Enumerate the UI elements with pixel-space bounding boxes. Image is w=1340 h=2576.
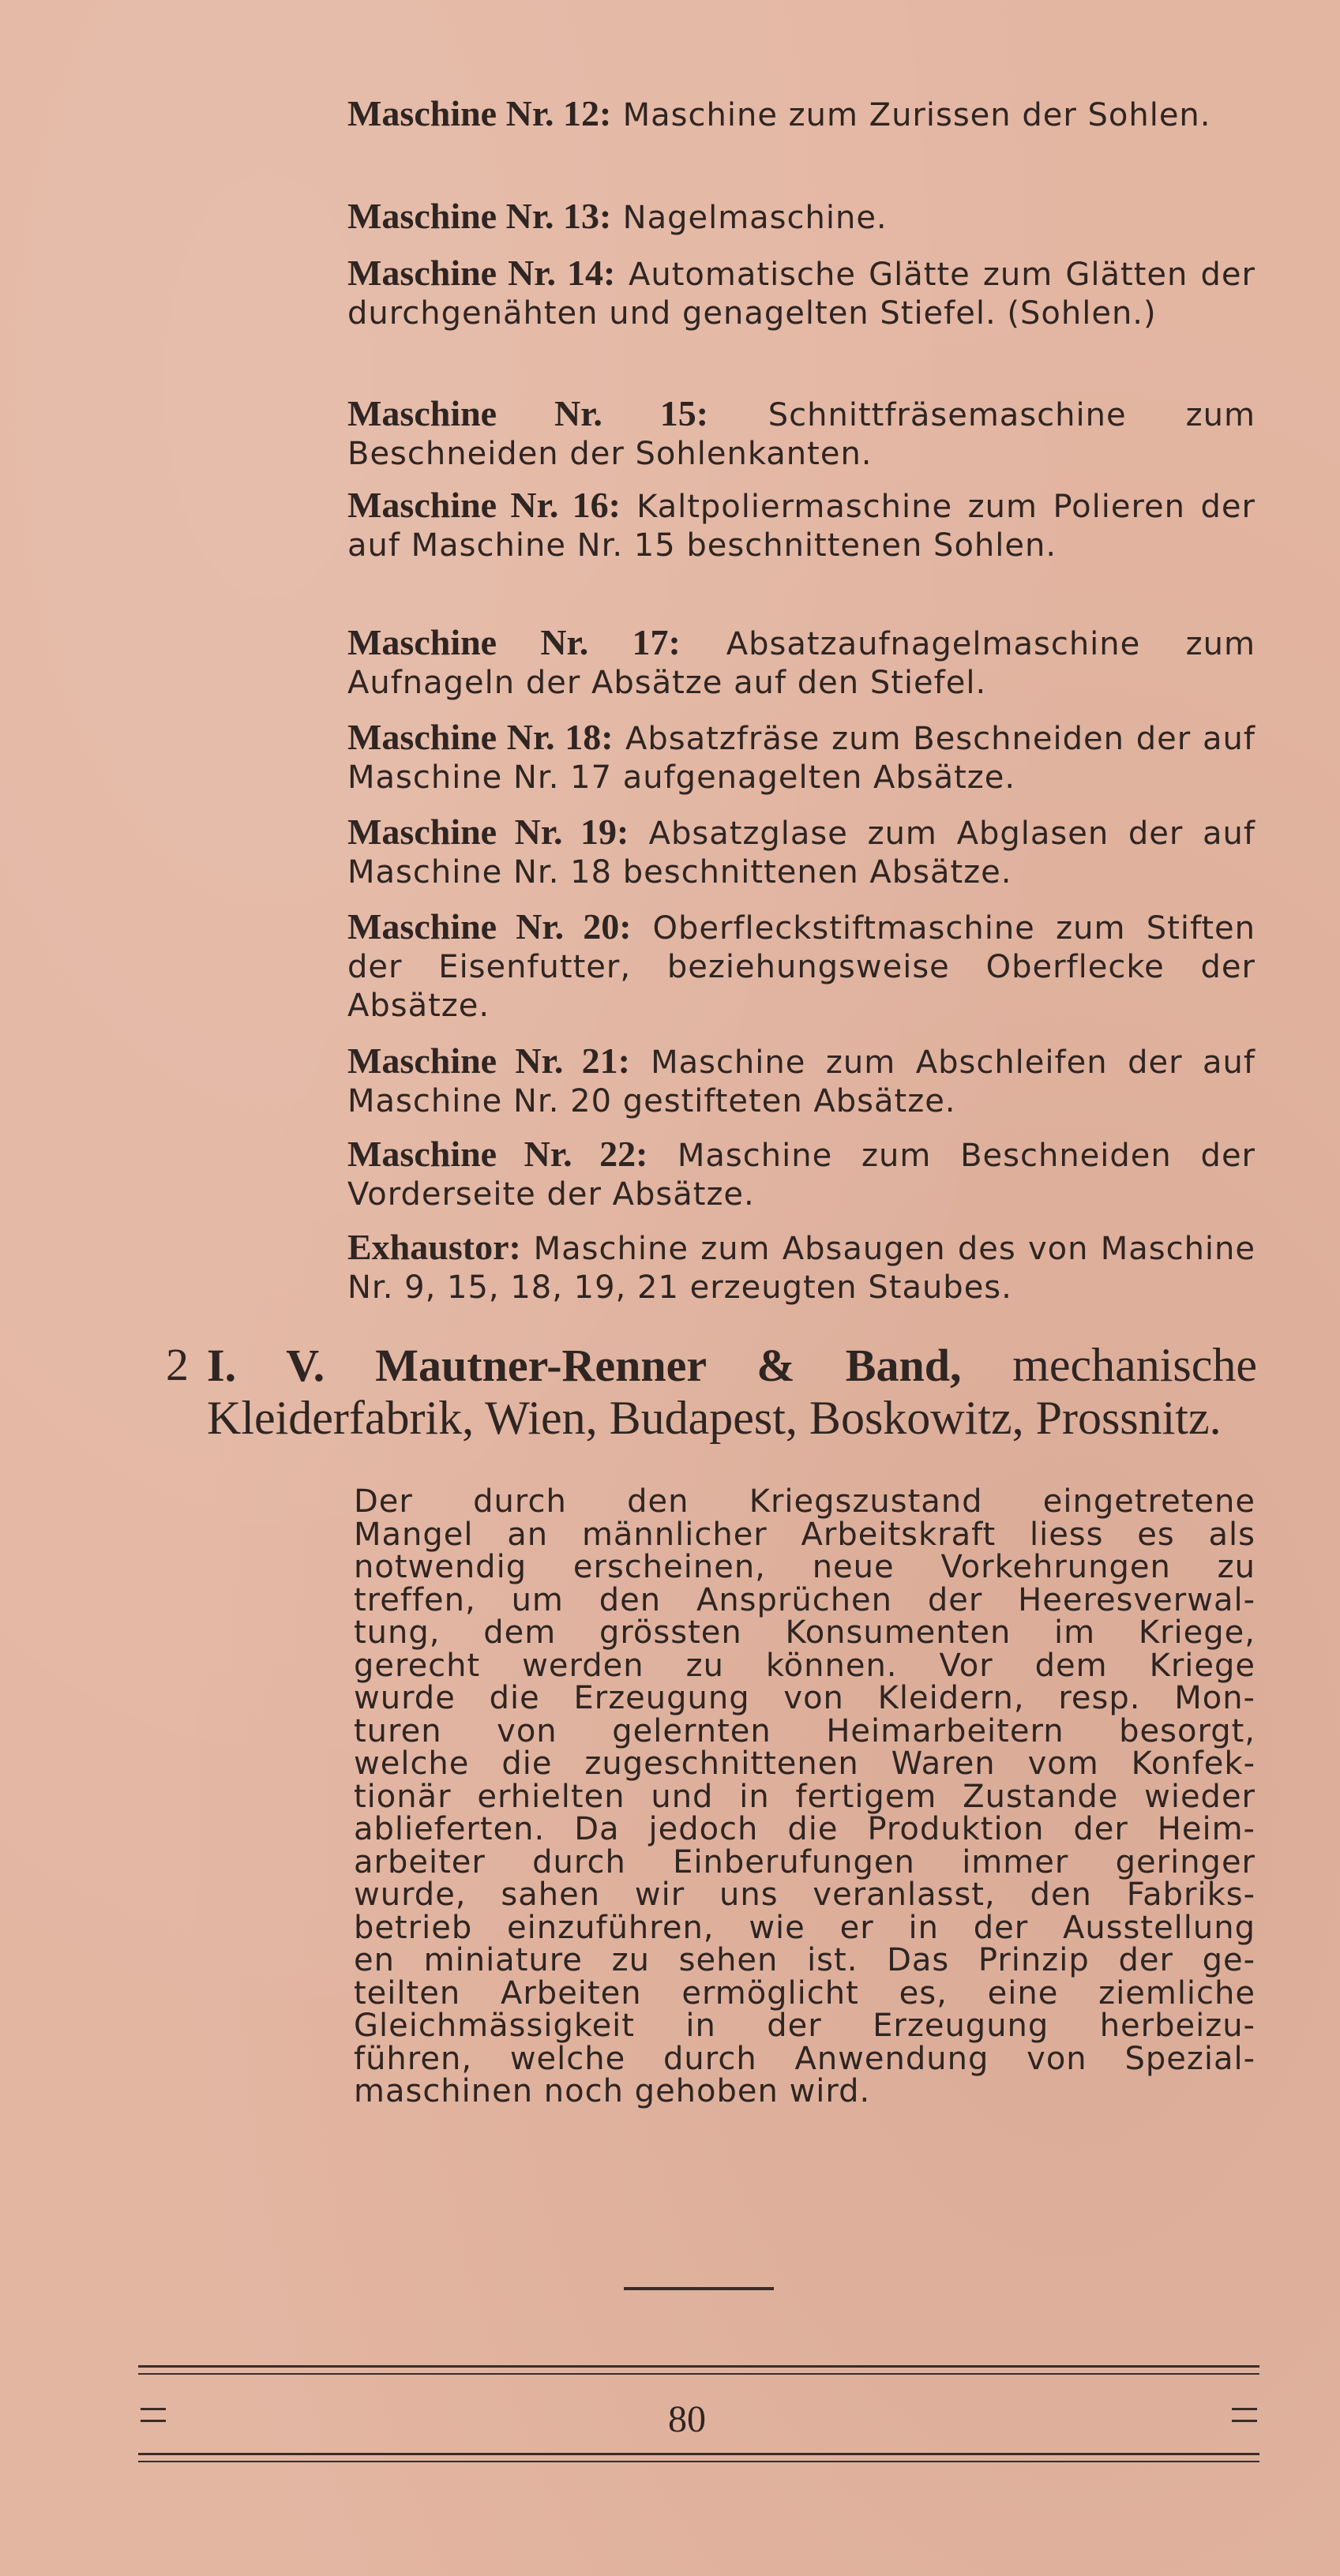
machine-entry-13 xyxy=(347,197,1256,237)
paragraph-line: führen, welche durch Anwendung von Spezial- xyxy=(354,2040,1256,2077)
machine-entry-20 xyxy=(347,908,1256,1025)
machine-label: Maschine Nr. 18: xyxy=(347,717,614,757)
machine-description: Automatische Glätte zum Glätten der durchgenähten und genagelten Stiefel. (Sohlen.) xyxy=(347,257,1256,332)
paragraph-line: wurde die Erzeugung von Kleidern, resp. Mon- xyxy=(354,1680,1256,1716)
machine-description: Oberfleckstiftmaschine zum Stiften der Eisenfutter, beziehungsweise Oberflecke der Absätze. xyxy=(347,910,1256,1024)
machine-entry-16 xyxy=(347,486,1256,564)
paragraph-line: wurde, sahen wir uns veranlasst, den Fabriks- xyxy=(354,1877,1256,1913)
paragraph-line: ablieferten. Da jedoch die Produktion der Heim- xyxy=(354,1811,1256,1847)
machine-label: Maschine Nr. 19: xyxy=(347,812,629,852)
machine-entry-18 xyxy=(347,718,1256,797)
company-paragraph xyxy=(354,1483,1256,2109)
machine-entry-14 xyxy=(347,254,1256,332)
footer-rule-bottom-thin xyxy=(138,2461,1259,2462)
footer-rule-top-thin xyxy=(138,2373,1259,2375)
machine-description: Maschine zum Beschneiden der Vorderseite der Absätze. xyxy=(347,1138,1256,1213)
company-description: mechanische Kleiderfabrik, Wien, Budapest, Boskowitz, Prossnitz. xyxy=(207,1339,1258,1444)
footer-ornament-right xyxy=(1232,2408,1257,2422)
paragraph-line: gerecht werden zu können. Vor dem Kriege xyxy=(354,1647,1256,1684)
paragraph-line: teilten Arbeiten ermöglicht es, eine ziemliche xyxy=(354,1974,1256,2012)
machine-label: Exhaustor: xyxy=(347,1227,521,1267)
machine-label: Maschine Nr. 14: xyxy=(347,253,616,293)
machine-description: Absatzglase zum Abglasen der auf Maschine Nr. 18 beschnittenen Absätze. xyxy=(347,816,1256,891)
machine-entry-17 xyxy=(347,624,1256,702)
machine-label: Maschine Nr. 17: xyxy=(347,622,681,662)
paragraph-line: arbeiter durch Einberufungen immer geringer xyxy=(354,1843,1256,1880)
machine-description: Schnittfräsemaschine zum Beschneiden der Sohlenkanten. xyxy=(347,397,1256,472)
paragraph-line: Gleichmässigkeit in der Erzeugung herbeizu- xyxy=(354,2008,1256,2044)
paragraph-line: tung, dem grössten Konsumenten im Kriege, xyxy=(354,1614,1256,1651)
page-number: 80 xyxy=(668,2398,706,2440)
machine-label: Maschine Nr. 12: xyxy=(347,93,612,133)
paragraph-line: en miniature zu sehen ist. Das Prinzip der ge- xyxy=(354,1942,1256,1978)
company-heading xyxy=(166,1339,1258,1444)
paragraph-line: turen von gelernten Heimarbeitern besorgt, xyxy=(354,1712,1256,1749)
machine-label: Maschine Nr. 22: xyxy=(347,1134,648,1174)
machine-entry-15 xyxy=(347,395,1256,473)
paragraph-line: betrieb einzuführen, wie er in der Ausstellung xyxy=(354,1909,1256,1946)
footer-ornament-left xyxy=(141,2408,166,2422)
company-name: I. V. Mautner-Renner & Band, xyxy=(207,1340,962,1391)
paragraph-line: notwendig erscheinen, neue Vorkehrungen zu xyxy=(354,1549,1256,1585)
machine-description: Absatzfräse zum Beschneiden der auf Maschine Nr. 17 aufgenagelten Absätze. xyxy=(347,721,1256,796)
machine-label: Maschine Nr. 20: xyxy=(347,906,632,947)
machine-entry-22 xyxy=(347,1135,1256,1213)
paragraph-line: treffen, um den Ansprüchen der Heeresverwal- xyxy=(354,1581,1256,1618)
machine-description: Absatzaufnagelmaschine zum Aufnageln der Absätze auf den Stiefel. xyxy=(347,626,1256,701)
machine-label: Maschine Nr. 21: xyxy=(347,1041,630,1081)
machine-description: Maschine zum Absaugen des von Maschine Nr. 9, 15, 18, 19, 21 erzeugten Staubes. xyxy=(347,1231,1256,1306)
paragraph-line: Mangel an männlicher Arbeitskraft liess es als xyxy=(354,1516,1256,1553)
machine-description: Kaltpoliermaschine zum Polieren der auf Maschine Nr. 15 beschnittenen Sohlen. xyxy=(347,489,1256,564)
machine-label: Maschine Nr. 13: xyxy=(347,196,612,236)
machine-entry-12 xyxy=(347,95,1256,134)
machine-label: Maschine Nr. 15: xyxy=(347,393,709,433)
paragraph-line: tionär erhielten und in fertigem Zustande wieder xyxy=(354,1778,1256,1815)
paragraph-line: welche die zugeschnittenen Waren vom Konfek- xyxy=(354,1745,1256,1782)
exhaustor-entry xyxy=(347,1228,1256,1307)
section-divider xyxy=(624,2287,774,2290)
footer-rule-top xyxy=(138,2365,1259,2368)
paragraph-line: maschinen noch gehoben wird. xyxy=(354,2073,871,2109)
machine-description: Nagelmaschine. xyxy=(622,200,888,236)
machine-entry-19 xyxy=(347,813,1256,891)
entry-number: 2 xyxy=(166,1339,189,1390)
paragraph-line: Der durch den Kriegszustand eingetretene xyxy=(354,1483,1256,1520)
machine-label: Maschine Nr. 16: xyxy=(347,485,621,525)
machine-description: Maschine zum Abschleifen der auf Maschine Nr. 20 gestifteten Absätze. xyxy=(347,1044,1256,1119)
machine-entry-21 xyxy=(347,1042,1256,1120)
footer-rule-bottom xyxy=(138,2453,1259,2455)
machine-description: Maschine zum Zurissen der Sohlen. xyxy=(622,97,1211,133)
